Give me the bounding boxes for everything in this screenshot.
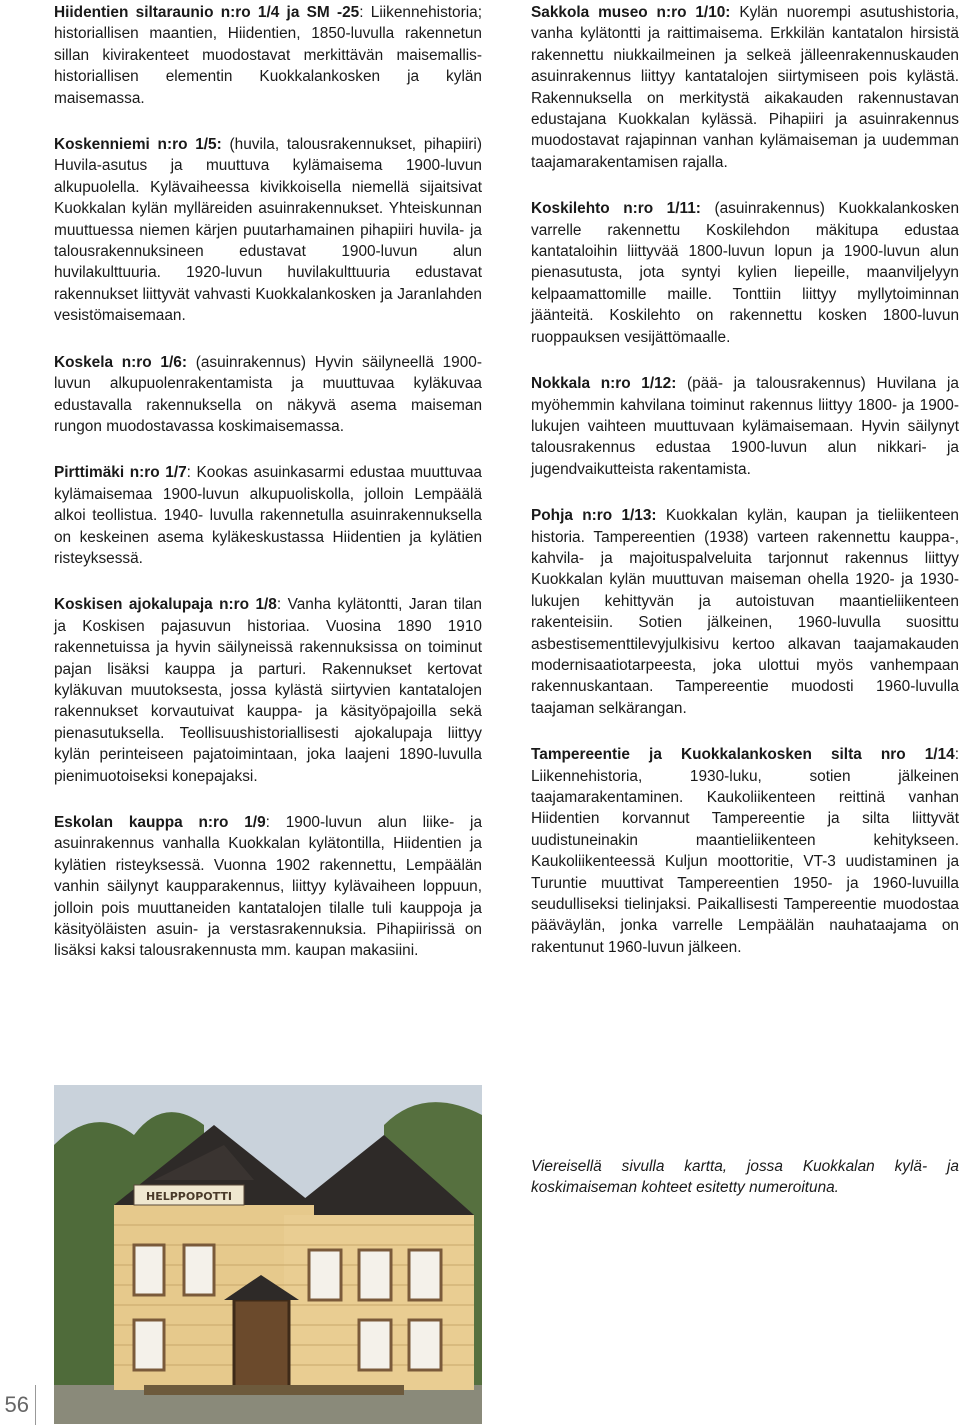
entry-title: Eskolan kauppa n:ro 1/9 xyxy=(54,814,266,831)
photo-sign-text: HELPPOPOTTI xyxy=(146,1190,232,1203)
entry-body: Kuokkalan kylän, kaupan ja tieliikenteen historia. Tampereentien (1938) varteen rakennettu kauppa-, kahvila- ja majoituspalveluita tarjonnut rakennus liittyy Kuokkalan kylän muuttuvan maiseman ohella 1920- ja 1930-lukujen kehittyvän ja autoistuvan maantieliikenteen rakenteisiin. Sotien jälkeinen, 1960-luvulla suosittu asbestisementtilevyjulkisivu kertoo alkavan taajamakauden modernisaatiotarpeesta, joka ulottui myös vanhempaan rakennuskantaan. Tampereentie muodosti 1960-luvulla taajaman selkärangan. xyxy=(531,507,959,717)
entry-title: Koskisen ajokalupaja n:ro 1/8 xyxy=(54,596,277,614)
entry-title: Koskela n:ro 1/6: xyxy=(54,353,187,371)
entry-eskolan-kauppa xyxy=(54,812,482,962)
entry-body: Kylän nuorempi asutushistoria, vanha kylätontti ja raittimaisema. Erkkilän kantatalon hirsistä rakennettu niukkailmeinen ja selkeä jälleenrakennuskauden asuinrakennus liittyy kantatalojen siirtymiseen pois kylästä. Rakennuksella on merkitystä aikakauden rakennustavan edustajana Kuokkalan kylässä. Pihapiiri ja asuinrakennus muodostavat rajapinnan vanhan kylämaiseman ja uudemman taajamarakentamisen rajalla. xyxy=(531,4,959,171)
entry-title: Sakkola museo n:ro 1/10: xyxy=(531,4,731,21)
left-column xyxy=(54,2,482,987)
entry-body: : 1900-luvun alun liike- ja asuinrakennus vanhalla Kuokkalan kylätontilla, Hiidentien ja kylätien risteyksessä. Vuonna 1902 rakennettu, Lempäälän vanhin säilynyt kaupparakennus, liittyy kylävaiheen loppuun, jolloin pois muuttaneiden kantatalojen tilalle tuli kauppoja ja käsityöläisten asuin- ja verstasrakennuksia. Pihapiirissä on lisäksi kaksi talousrakennusta mm. kaupan makasiini. xyxy=(54,814,482,960)
wooden-house-illustration xyxy=(54,1085,482,1424)
entry-nokkala xyxy=(531,373,959,480)
entry-body: : Kookas asuinkasarmi edustaa muuttuvaa kylämaisemaa 1900-luvun alkupuoliskolla, jolloin Lempäälä alkoi teollistua. 1940- luvulla rakennetulla asuinrakennuksella on keskeinen asema kyläkeskustassa Hiidentien ja kylätien risteyksessä. xyxy=(54,464,482,567)
building-photo xyxy=(54,1085,482,1424)
entry-body: : Liikennehistoria; historiallisen maantien, Hiidentien, 1850-luvulla rakennetun sillan kivirakenteet muodostavat merkittävän maisemallis- historiallisen elementin Kuokkalankosken ja kylän maisemassa. xyxy=(54,4,482,107)
entry-body: : Liikennehistoria, 1930-luku, sotien jälkeinen taajamarakentaminen. Kaukoliikenteen reittinä vanhan Hiidentien korvannut Tampereentie ja silta liittyvät uudistuneinakin maantieliikenteen kehitykseen. Kaukoliikenteessä Kuljun moottoritie, VT-3 uudistaminen ja Turuntie muuttivat Tampereentien 1950- ja 1960-luvuilla seudulliseksi tielinjaksi. Paikallisesti Tampereentie muodostaa pääväylän, jonka varrelle Lempäälän nauhataajama on rakentunut 1960-luvun jälkeen. xyxy=(531,746,959,956)
entry-title: Koskenniemi n:ro 1/5: xyxy=(54,136,222,154)
entry-body: : Vanha kylätontti, Jaran tilan ja Koskisen pajasuvun historiaa. Vuosina 1890 1910 rakennetuissa ja hyvin säilyneissä rakennuksissa on toiminut pajan lisäksi kauppa ja parturi. Rakennukset kertovat kyläkuvan muutoksesta, jossa kylästä siirtyvien kantatalojen rakennukset korvautuivat kauppa- ja käsityöpajoilla sekä pienasutuksella. Teollisuushistoriallisesti ajokalupaja liittyy kylän perinteiseen pajatoimintaan, joka laajeni 1890-luvulla pienimuotoiseksi konepajaksi. xyxy=(54,596,482,785)
entry-koskisen-ajokalupaja xyxy=(54,594,482,787)
page-number: 56 xyxy=(0,1385,36,1425)
entry-body: (pää- ja talousrakennus) Huvilana ja myöhemmin kahvilana toiminut rakennus liittyy 1800- ja 1900-lukujen vaihteen muuttuvaan kylämaisemaan. Hyvin säilynyt talousrakennus edustaa 1900-luvun alun nikkari- ja jugendvaikutteista rakentamista. xyxy=(531,375,959,478)
entry-sakkola-museo xyxy=(531,2,959,173)
entry-title: Koskilehto n:ro 1/11: xyxy=(531,200,701,218)
entry-title: Pirttimäki n:ro 1/7 xyxy=(54,464,187,482)
entry-koskenniemi xyxy=(54,134,482,327)
entry-body: (asuinrakennus) Kuokkalankosken varrelle rakennettu Koskilehdon mäkitupa edustaa kantataloihin liittyvää 1800-luvun lopun ja 1900-luvun alun pienasutusta, jota syntyi kylien liepeille, maanviljelyyn kelpaamattomille maille. Tonttiin liittyy myllytoiminnan jäänteitä. Koskilehto on rakennettu kosken 1800-luvun ruoppauksen vesijättömaalle. xyxy=(531,200,960,346)
entry-koskilehto xyxy=(531,198,959,348)
right-column xyxy=(531,2,959,983)
entry-title: Pohja n:ro 1/13: xyxy=(531,507,657,525)
entry-pirttimaki xyxy=(54,462,482,569)
entry-title: Tampereentie ja Kuokkalankosken silta nro 1/14 xyxy=(531,746,955,764)
entry-body: (asuinrakennus) Hyvin säilyneellä 1900-luvun alkupuolenrakentamista ja muuttuvaa kyläkuvaa edustavalla rakennuksella on näkyvä asema maiseman rungon muodostavassa koskimaisemassa. xyxy=(54,353,482,435)
entry-title: Hiidentien siltaraunio n:ro 1/4 ja SM -25 xyxy=(54,4,360,21)
entry-pohja xyxy=(531,505,959,719)
entry-koskela xyxy=(54,352,482,438)
entry-title: Nokkala n:ro 1/12: xyxy=(531,375,677,393)
entry-body: (huvila, talousrakennukset, pihapiiri) Huvila-asutus ja muuttuva kylämaisema 1900-luvun alkupuolella. Kylävaiheessa kivikkoisella niemellä sijaitsivat Kuokkalan kylän mylläreiden asuinrakennukset. Yhteiskunnan muuttuessa niemen kärjen puutarhamainen pihapiiri huvila- ja talousrakennuksineen edustavat 1900-luvun alun huvilakulttuuria. 1920-luvun huvilakulttuuria edustavat rakennukset liittyvät vahvasti Kuokkalankosken ja Jaranlahden vesistömaisemaan. xyxy=(54,136,482,325)
map-caption: Viereisellä sivulla kartta, jossa Kuokkalan kylä- ja koskimaiseman kohteet esitetty numeroituna. xyxy=(531,1158,959,1197)
entry-tampereentie-silta xyxy=(531,744,959,958)
entry-hiidentien-siltaraunio xyxy=(54,2,482,109)
